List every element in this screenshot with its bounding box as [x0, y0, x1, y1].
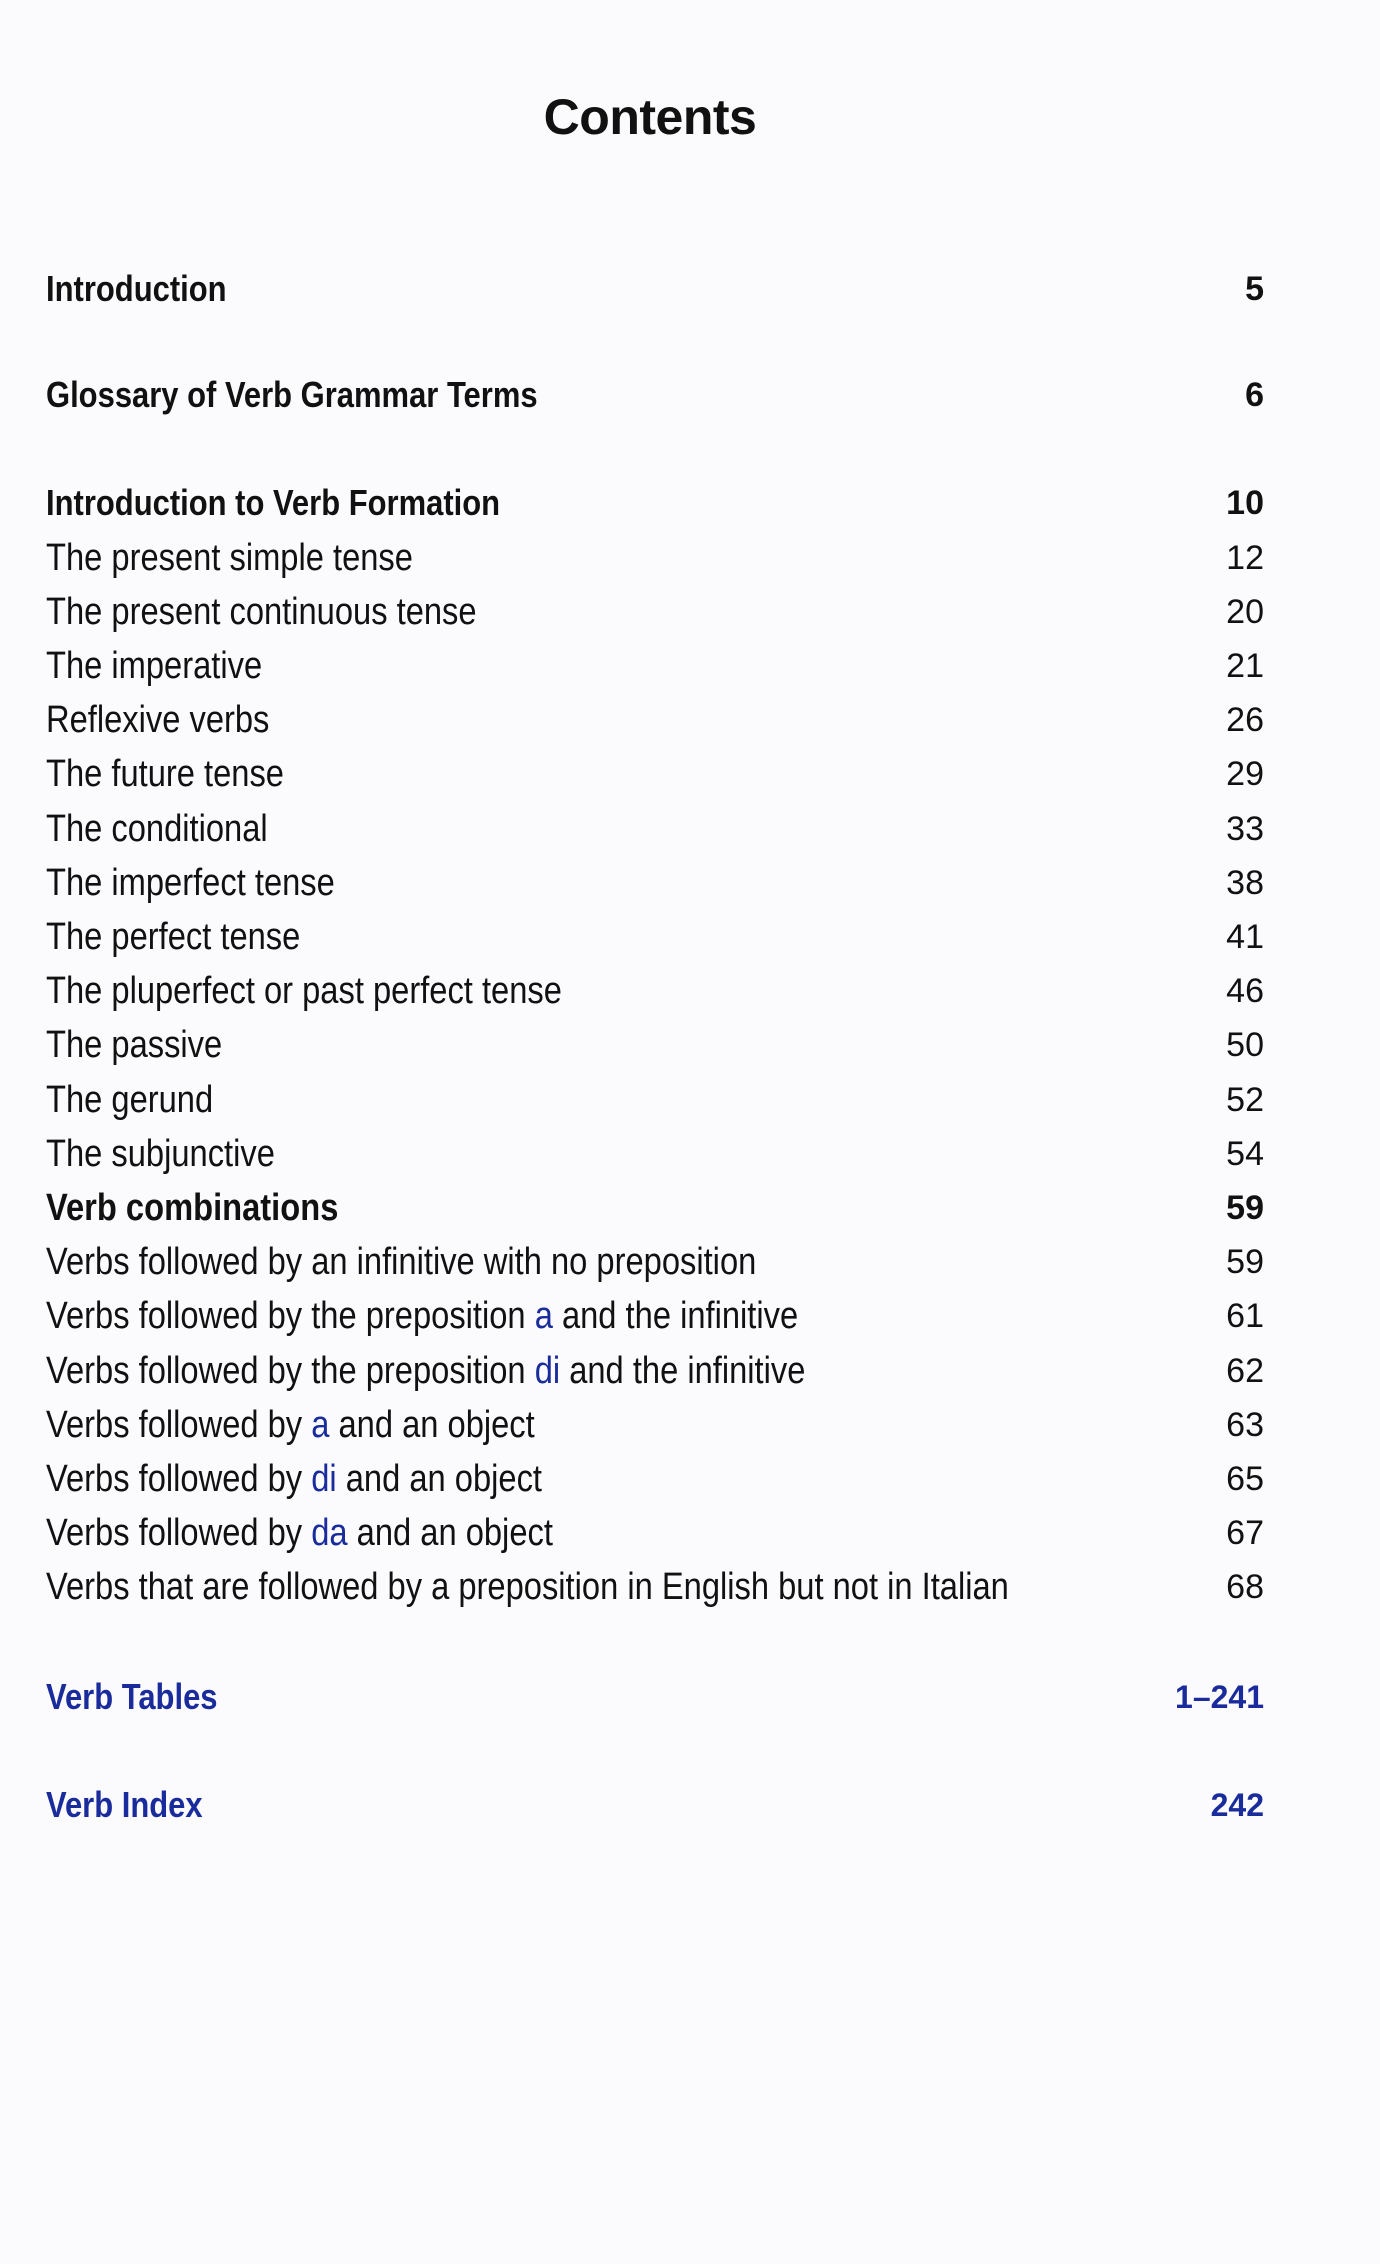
toc-page-number: 63: [1226, 1405, 1264, 1444]
toc-page-number: 21: [1226, 646, 1264, 685]
toc-entry[interactable]: [46, 476, 1264, 530]
toc-entry[interactable]: [46, 1181, 1264, 1235]
toc-entry-text: Verbs followed by: [46, 1403, 312, 1446]
toc-page-number: 6: [1245, 375, 1264, 414]
toc-page-number: 33: [1226, 809, 1264, 848]
toc-entry[interactable]: [46, 965, 1264, 1019]
toc-entry-text: Verbs followed by: [46, 1512, 312, 1555]
toc-entry[interactable]: [46, 694, 1264, 748]
toc-entry[interactable]: [46, 802, 1264, 856]
toc-entry[interactable]: [46, 262, 1264, 316]
toc-entry[interactable]: [46, 1778, 1264, 1832]
toc-entry[interactable]: [46, 856, 1264, 910]
preposition-highlight: a: [534, 1295, 553, 1338]
toc-entry[interactable]: [46, 585, 1264, 639]
toc-entry[interactable]: [46, 1019, 1264, 1073]
toc-entry-title: The present continuous tense: [46, 590, 477, 633]
toc-page-number: 62: [1226, 1351, 1264, 1390]
toc-entry-title: [46, 1458, 542, 1501]
toc-page-number: 12: [1226, 538, 1264, 577]
toc-entry-title: Verb combinations: [46, 1186, 339, 1229]
toc-entry[interactable]: [46, 1398, 1264, 1452]
toc-entry[interactable]: [46, 1127, 1264, 1181]
toc-page-number: 50: [1226, 1026, 1264, 1065]
toc-page-number: 46: [1226, 972, 1264, 1011]
toc-entry[interactable]: [46, 368, 1264, 422]
toc-entry-title: The present simple tense: [46, 536, 413, 579]
toc-entry-title: The imperfect tense: [46, 861, 335, 904]
toc-entry-title: [46, 1404, 535, 1447]
toc-page-number: 54: [1226, 1134, 1264, 1173]
toc-entry-title: The conditional: [46, 807, 268, 850]
toc-entry-text: Verbs followed by the preposition: [46, 1295, 535, 1338]
toc-entry-text: and the infinitive: [560, 1349, 806, 1392]
toc-entry[interactable]: [46, 1670, 1264, 1724]
toc-page-number: 41: [1226, 917, 1264, 956]
toc-entry-title: The subjunctive: [46, 1132, 275, 1175]
toc-entry[interactable]: [46, 1073, 1264, 1127]
toc-page-number: 68: [1226, 1568, 1264, 1607]
toc-page-number: 26: [1226, 701, 1264, 740]
toc-entry-title: Introduction to Verb Formation: [46, 482, 501, 523]
toc-entry[interactable]: [46, 910, 1264, 964]
toc-entry[interactable]: [46, 1344, 1264, 1398]
toc-entry-title: The gerund: [46, 1078, 214, 1121]
toc-entry-title: Verb Tables: [46, 1676, 218, 1717]
toc-entry-text: and the infinitive: [552, 1295, 799, 1338]
toc-entry-text: Verbs followed by: [46, 1457, 312, 1500]
toc-entry[interactable]: [46, 1236, 1264, 1290]
toc-page-number: 38: [1226, 863, 1264, 902]
toc-entry-title: Reflexive verbs: [46, 699, 270, 742]
toc-entry-title: [46, 1512, 553, 1555]
toc-entry-title: The perfect tense: [46, 915, 301, 958]
toc-page-number: 59: [1226, 1243, 1264, 1282]
preposition-highlight: di: [534, 1349, 561, 1392]
toc-entry-title: The passive: [46, 1024, 223, 1067]
preposition-highlight: a: [311, 1403, 330, 1446]
toc-page-number: 10: [1226, 483, 1264, 522]
toc-page-number: 29: [1226, 755, 1264, 794]
toc-entry-title: The future tense: [46, 753, 284, 796]
toc-entry[interactable]: [46, 748, 1264, 802]
toc-page-number: 52: [1226, 1080, 1264, 1119]
toc-entry[interactable]: [46, 531, 1264, 585]
toc-entry[interactable]: [46, 1507, 1264, 1561]
toc-entry-text: and an object: [347, 1512, 553, 1555]
preposition-highlight: di: [311, 1457, 337, 1500]
toc-page-number: 61: [1226, 1297, 1264, 1336]
toc-entry-title: Verb Index: [46, 1784, 203, 1825]
toc-entry-title: Introduction: [46, 268, 227, 309]
toc-entry[interactable]: [46, 1290, 1264, 1344]
toc-entry-title: [46, 1295, 798, 1338]
toc-page-number: 59: [1226, 1188, 1264, 1227]
toc-page-number: 1–241: [1175, 1678, 1264, 1715]
toc-page-number: 67: [1226, 1514, 1264, 1553]
toc-entry-title: Glossary of Verb Grammar Terms: [46, 374, 538, 415]
toc-entry[interactable]: [46, 1452, 1264, 1506]
toc-entry-title: [46, 1350, 805, 1393]
toc-entry-text: Verbs followed by the preposition: [46, 1349, 535, 1392]
toc-entry-title: Verbs followed by an infinitive with no preposition: [46, 1241, 757, 1284]
toc-entry-title: Verbs that are followed by a preposition in English but not in Italian: [46, 1566, 1009, 1609]
toc-entry[interactable]: [46, 639, 1264, 693]
toc-entry-title: The pluperfect or past perfect tense: [46, 970, 562, 1013]
toc-entry-text: and an object: [336, 1457, 542, 1500]
toc-page-number: 65: [1226, 1459, 1264, 1498]
page-title: Contents: [543, 89, 757, 145]
toc-page-number: 5: [1245, 269, 1264, 308]
toc-page-number: 20: [1226, 592, 1264, 631]
toc-entry[interactable]: [46, 1561, 1264, 1615]
toc-entry-title: The imperative: [46, 644, 263, 687]
preposition-highlight: da: [311, 1512, 348, 1555]
toc-entry-text: and an object: [329, 1403, 535, 1446]
toc-page-number: 242: [1210, 1786, 1264, 1823]
